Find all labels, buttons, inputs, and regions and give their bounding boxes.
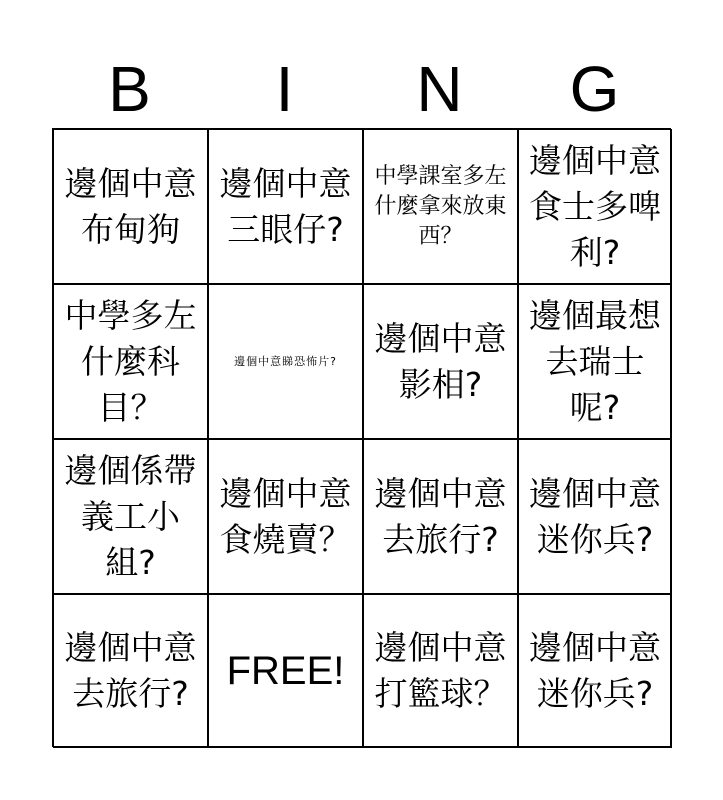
bingo-cell-r1c1[interactable] xyxy=(53,129,208,284)
bingo-cell-r2c3[interactable] xyxy=(363,284,518,439)
cell-text: 邊個中意布甸狗 xyxy=(64,163,197,249)
cell-text: 邊個中意食士多啤利? xyxy=(529,140,661,272)
bingo-grid xyxy=(52,128,671,747)
bingo-cell-r3c1[interactable] xyxy=(53,439,208,594)
header-letter-g: G xyxy=(569,53,620,125)
bingo-cell-r3c2[interactable] xyxy=(208,439,363,594)
bingo-cell-r4c1[interactable] xyxy=(53,594,208,748)
bingo-cell-r4c3[interactable] xyxy=(363,594,518,748)
bingo-cell-r3c4[interactable] xyxy=(518,439,672,594)
cell-text: 邊個中意三眼仔? xyxy=(219,163,352,249)
bingo-cell-r2c2[interactable] xyxy=(208,284,363,439)
bingo-cell-r3c3[interactable] xyxy=(363,439,518,594)
cell-text: 中學課室多左什麼拿來放東西？ xyxy=(374,163,507,249)
header-letter-b: B xyxy=(108,53,151,125)
bingo-cell-r1c2[interactable] xyxy=(208,129,363,284)
cell-text: 邊個係帶義工小組? xyxy=(64,450,197,582)
cell-text: 邊個中意打籃球？ xyxy=(374,628,507,713)
bingo-cell-free[interactable] xyxy=(208,594,363,748)
free-space-text: FREE! xyxy=(226,649,345,693)
bingo-cell-r1c3[interactable] xyxy=(363,129,518,284)
bingo-header xyxy=(52,50,672,128)
bingo-cell-r2c1[interactable] xyxy=(53,284,208,439)
bingo-cell-r4c4[interactable] xyxy=(518,594,672,748)
cell-text: 邊個最想去瑞士呢? xyxy=(529,295,661,427)
cell-text: 邊個中意去旅行? xyxy=(374,473,507,559)
bingo-cell-r2c4[interactable] xyxy=(518,284,672,439)
header-letter-n: N xyxy=(416,53,463,125)
bingo-cell-r1c4[interactable] xyxy=(518,129,672,284)
cell-text: 邊個中意睇恐怖片? xyxy=(234,354,337,368)
header-letter-i: I xyxy=(275,53,294,125)
cell-text: 邊個中意迷你兵? xyxy=(529,628,661,713)
cell-text: 邊個中意去旅行? xyxy=(64,628,197,713)
cell-text: 邊個中意迷你兵? xyxy=(529,473,661,559)
cell-text: 邊個中意食燒賣？ xyxy=(219,473,352,559)
cell-text: 邊個中意影相? xyxy=(374,318,507,404)
cell-text: 中學多左什麼科目？ xyxy=(64,295,197,427)
